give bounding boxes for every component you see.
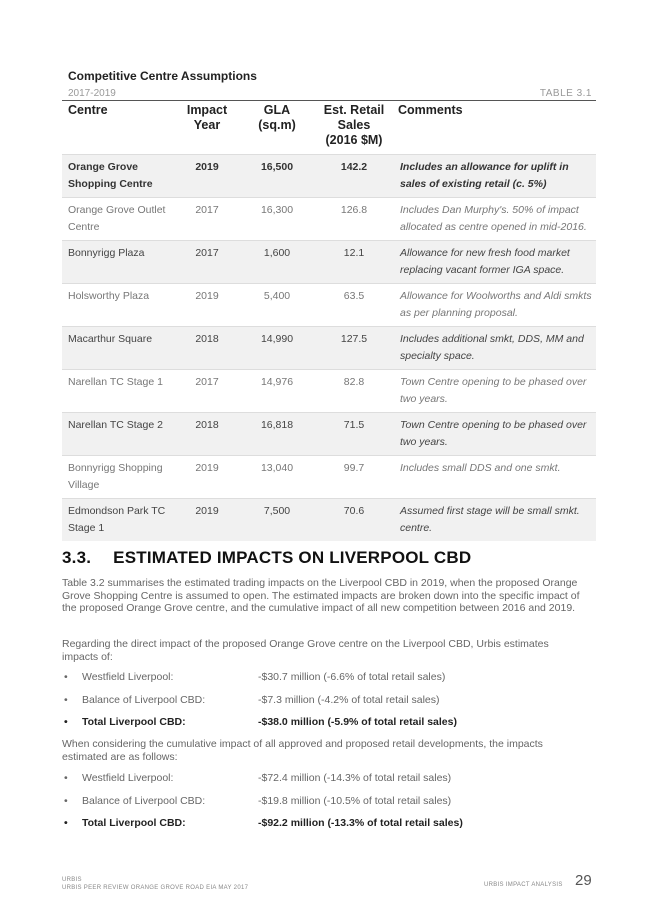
cell-centre: Macarthur Square xyxy=(62,327,174,370)
cell-comment: Assumed first stage will be small smkt. centre. xyxy=(392,499,596,542)
bullet-value: -$30.7 million (-6.6% of total retail sales) xyxy=(258,671,446,683)
cell-sales: 126.8 xyxy=(314,198,392,241)
bullet-icon: • xyxy=(64,671,68,683)
cell-comment: Town Centre opening to be phased over two years. xyxy=(392,370,596,413)
cell-year: 2017 xyxy=(174,198,238,241)
cell-sales: 127.5 xyxy=(314,327,392,370)
footer-brand: URBIS xyxy=(62,877,82,883)
table-header-row xyxy=(62,101,596,155)
cell-sales: 82.8 xyxy=(314,370,392,413)
list-item xyxy=(62,671,582,694)
bullet-label: Balance of Liverpool CBD: xyxy=(82,693,206,706)
cell-year: 2019 xyxy=(174,499,238,542)
cell-gla: 16,300 xyxy=(238,198,314,241)
table-row xyxy=(62,370,596,413)
bullet-value: -$7.3 million (-4.2% of total retail sales) xyxy=(258,693,440,706)
cell-comment: Includes Dan Murphy's. 50% of impact allocated as centre opened in mid-2016. xyxy=(392,198,596,241)
cell-gla: 13,040 xyxy=(238,456,314,499)
table-subtitle xyxy=(68,88,592,99)
footer-document-title: URBIS PEER REVIEW ORANGE GROVE ROAD EIA MAY 2017 xyxy=(62,885,249,891)
cell-centre: Bonnyrigg Shopping Village xyxy=(62,456,174,499)
bullet-icon: • xyxy=(64,817,68,829)
table-row xyxy=(62,198,596,241)
header-gla: GLA (sq.m) xyxy=(258,103,296,132)
cell-centre: Narellan TC Stage 2 xyxy=(62,413,174,456)
cell-comment: Town Centre opening to be phased over two years. xyxy=(392,413,596,456)
cell-comment: Allowance for new fresh food market replacing vacant former IGA space. xyxy=(392,241,596,284)
bullet-icon: • xyxy=(64,716,68,728)
table-row xyxy=(62,284,596,327)
bullet-list-direct xyxy=(62,671,582,739)
section-title: ESTIMATED IMPACTS ON LIVERPOOL CBD xyxy=(113,548,472,567)
cell-centre: Bonnyrigg Plaza xyxy=(62,241,174,284)
cell-centre: Holsworthy Plaza xyxy=(62,284,174,327)
competitive-centres-table xyxy=(62,101,596,541)
header-impact-year: Impact Year xyxy=(186,103,228,132)
cell-year: 2018 xyxy=(174,327,238,370)
list-item xyxy=(62,716,582,739)
footer-section-label: URBIS IMPACT ANALYSIS xyxy=(484,882,563,888)
bullet-label: Westfield Liverpool: xyxy=(82,671,174,683)
list-item xyxy=(62,795,582,818)
bullet-label: Balance of Liverpool CBD: xyxy=(82,794,206,807)
table-row xyxy=(62,456,596,499)
cell-comment: Allowance for Woolworths and Aldi smkts as per planning proposal. xyxy=(392,284,596,327)
cell-centre: Narellan TC Stage 1 xyxy=(62,370,174,413)
bullet-list-cumulative xyxy=(62,772,582,840)
cell-year: 2019 xyxy=(174,284,238,327)
cell-gla: 14,976 xyxy=(238,370,314,413)
table-row xyxy=(62,155,596,198)
cell-sales: 70.6 xyxy=(314,499,392,542)
cell-gla: 16,500 xyxy=(238,155,314,198)
table-row xyxy=(62,413,596,456)
bullet-label: Total Liverpool CBD: xyxy=(82,817,186,829)
bullet-label: Total Liverpool CBD: xyxy=(82,716,186,728)
table-title: Competitive Centre Assumptions xyxy=(68,69,257,83)
cell-centre: Orange Grove Shopping Centre xyxy=(62,155,174,198)
list-item xyxy=(62,694,582,717)
cell-gla: 1,600 xyxy=(238,241,314,284)
table-row xyxy=(62,241,596,284)
cell-year: 2017 xyxy=(174,370,238,413)
table-row xyxy=(62,327,596,370)
table-label: TABLE 3.1 xyxy=(539,88,592,99)
cell-gla: 16,818 xyxy=(238,413,314,456)
bullet-value: -$19.8 million (-10.5% of total retail sales) xyxy=(258,794,452,807)
cell-comment: Includes small DDS and one smkt. xyxy=(392,456,596,499)
cell-sales: 63.5 xyxy=(314,284,392,327)
footer-left xyxy=(62,876,248,892)
cell-sales: 99.7 xyxy=(314,456,392,499)
bullet-icon: • xyxy=(64,772,68,784)
header-comments: Comments xyxy=(398,103,463,117)
cell-centre: Edmondson Park TC Stage 1 xyxy=(62,499,174,542)
table-period: 2017-2019 xyxy=(68,88,116,99)
paragraph-cumulative-impact: When considering the cumulative impact of all approved and proposed retail developments, the impacts estimated are as follows: xyxy=(62,738,543,763)
bullet-label: Westfield Liverpool: xyxy=(82,772,174,784)
list-item xyxy=(62,772,582,795)
table-row xyxy=(62,499,596,542)
bullet-value: -$92.2 million (-13.3% of total retail sales) xyxy=(258,817,463,829)
bullet-value: -$38.0 million (-5.9% of total retail sales) xyxy=(258,716,457,728)
cell-centre: Orange Grove Outlet Centre xyxy=(62,198,174,241)
cell-comment: Includes an allowance for uplift in sales of existing retail (c. 5%) xyxy=(392,155,596,198)
cell-sales: 12.1 xyxy=(314,241,392,284)
cell-sales: 142.2 xyxy=(314,155,392,198)
page-number: 29 xyxy=(575,872,592,889)
cell-sales: 71.5 xyxy=(314,413,392,456)
cell-gla: 14,990 xyxy=(238,327,314,370)
cell-gla: 7,500 xyxy=(238,499,314,542)
list-item xyxy=(62,817,582,840)
cell-year: 2018 xyxy=(174,413,238,456)
header-retail-sales: Est. Retail Sales (2016 $M) xyxy=(323,103,385,147)
section-number: 3.3. xyxy=(62,548,92,567)
paragraph-direct-impact: Regarding the direct impact of the proposed Orange Grove centre on the Liverpool CBD, Urbis estimates impacts of: xyxy=(62,638,549,663)
cell-gla: 5,400 xyxy=(238,284,314,327)
bullet-value: -$72.4 million (-14.3% of total retail sales) xyxy=(258,772,452,784)
bullet-icon: • xyxy=(64,693,68,706)
section-heading xyxy=(62,548,471,568)
paragraph-intro: Table 3.2 summarises the estimated trading impacts on the Liverpool CBD in 2019, when the proposed Orange Grove Shopping Centre is assumed to open. The estimated impacts are broken down into the specific impact of the proposed Orange Grove centre, and the cumulative impact of all new competition between 2016 and 2019. xyxy=(62,577,580,614)
cell-year: 2019 xyxy=(174,155,238,198)
bullet-icon: • xyxy=(64,794,68,807)
cell-year: 2019 xyxy=(174,456,238,499)
cell-year: 2017 xyxy=(174,241,238,284)
cell-comment: Includes additional smkt, DDS, MM and specialty space. xyxy=(392,327,596,370)
header-centre: Centre xyxy=(68,103,108,117)
